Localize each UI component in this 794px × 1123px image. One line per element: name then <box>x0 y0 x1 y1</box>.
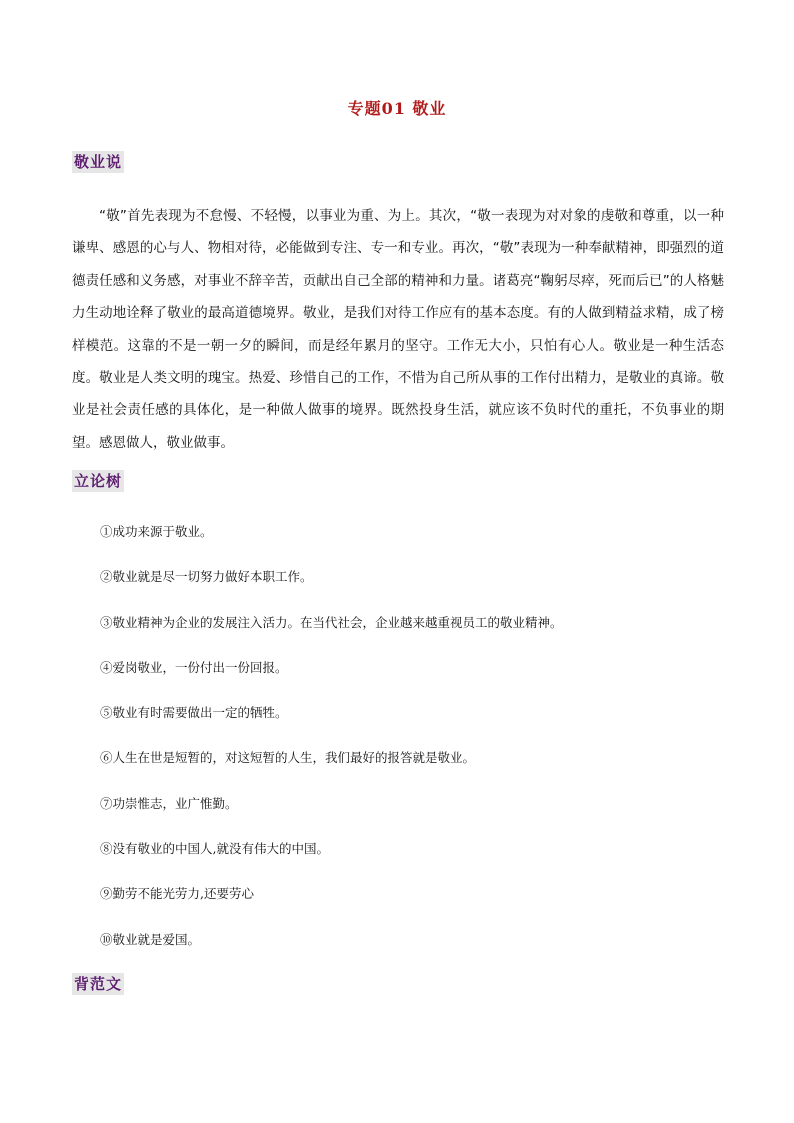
section-heading-jingyeshuo: 敬业说 <box>74 153 123 171</box>
list-item: ②敬业就是尽一切努力做好本职工作。 <box>100 569 313 585</box>
section-heading-beifanwen: 背范文 <box>74 975 123 993</box>
list-item: ⑤敬业有时需要做出一定的牺牲。 <box>100 705 288 721</box>
list-item: ④爱岗敬业，一份付出一份回报。 <box>100 659 288 675</box>
list-item: ⑧没有敬业的中国人,就没有伟大的中国。 <box>100 841 329 857</box>
section-heading-lilunshu: 立论树 <box>74 472 123 490</box>
list-item: ③敬业精神为企业的发展注入活力。在当代社会，企业越来越重视员工的敬业精神。 <box>100 614 563 630</box>
list-item: ⑥人生在世是短暂的，对这短暂的人生，我们最好的报答就是敬业。 <box>100 750 476 766</box>
argument-list <box>100 522 720 975</box>
list-item: ①成功来源于敬业。 <box>100 524 213 539</box>
page-title: 专题01 敬业 <box>347 99 447 118</box>
list-item: ⑦功崇惟志，业广惟勤。 <box>100 795 238 811</box>
list-item: ⑨勤劳不能光劳力,还要劳心 <box>100 886 254 902</box>
list-item: ⑩敬业就是爱国。 <box>100 931 201 947</box>
body-paragraph: “敬”首先表现为不怠慢、不轻慢，以事业为重、为上。其次，“敬一表现为对对象的虔敬和尊重，以一种谦卑、感恩的心与人、物相对待，必能做到专注、专一和专业。再次，“敬”表现为一种奉献精神，即强烈的道德责任感和义务感，对事业不辞辛苦，贡献出自己全部的精神和力量。诸葛亮“鞠躬尽瘁，死而后已”的人格魅力生动地诠释了敬业的最高道德境界。敬业，是我们对待工作应有的基本态度。有的人做到精益求精，成了榜样模范。这靠的不是一朝一夕的瞬间，而是经年累月的坚守。工作无大小，只怕有心人。敬业是一种生活态度。敬业是人类文明的瑰宝。热爱、珍惜自己的工作，不惜为自己所从事的工作付出精力，是敬业的真谛。敬业是社会责任感的具体化，是一种做人做事的境界。既然投身生活，就应该不负时代的重托，不负事业的期望。感恩做人，敬业做事。 <box>72 208 724 451</box>
